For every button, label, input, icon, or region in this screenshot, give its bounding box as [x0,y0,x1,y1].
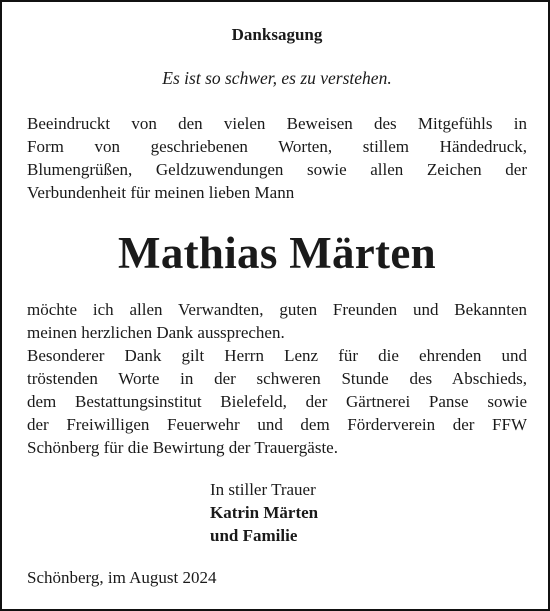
notice-title: Danksagung [231,25,323,44]
intro-paragraph [27,112,527,204]
thanks-line: meinen herzlichen Dank aussprechen. [27,323,285,342]
signature-name: Katrin Märten [210,503,319,522]
special-thanks-line: tröstenden Worte in der schweren Stunde des Abschieds, [27,369,527,388]
special-thanks-paragraph [27,344,527,459]
motto-line: Es ist so schwer, es zu verstehen. [162,68,392,88]
special-thanks-line: der Freiwilligen Feuerwehr und dem Förderverein der FFW [27,415,527,434]
deceased-name: Mathias Märten [118,228,436,278]
signature-family: und Familie [210,526,298,545]
special-thanks-line: Besonderer Dank gilt Herrn Lenz für die ehrenden und [27,346,527,365]
special-thanks-line: dem Bestattungsinstitut Bielefeld, der Gärtnerei Panse sowie [27,392,527,411]
signature-greeting: In stiller Trauer [210,480,316,499]
thanks-line: möchte ich allen Verwandten, guten Freunden und Bekannten [27,300,527,319]
place-date: Schönberg, im August 2024 [27,568,217,587]
intro-line: Verbundenheit für meinen lieben Mann [27,183,295,202]
intro-line: Form von geschriebenen Worten, stillem Händedruck, [27,137,527,156]
thanks-paragraph [27,298,527,344]
intro-line: Beeindruckt von den vielen Beweisen des Mitgefühls in [27,114,527,133]
intro-line: Blumengrüßen, Geldzuwendungen sowie allen Zeichen der [27,160,527,179]
signature-block [210,478,318,547]
special-thanks-line: Schönberg für die Bewirtung der Trauergäste. [27,438,338,457]
